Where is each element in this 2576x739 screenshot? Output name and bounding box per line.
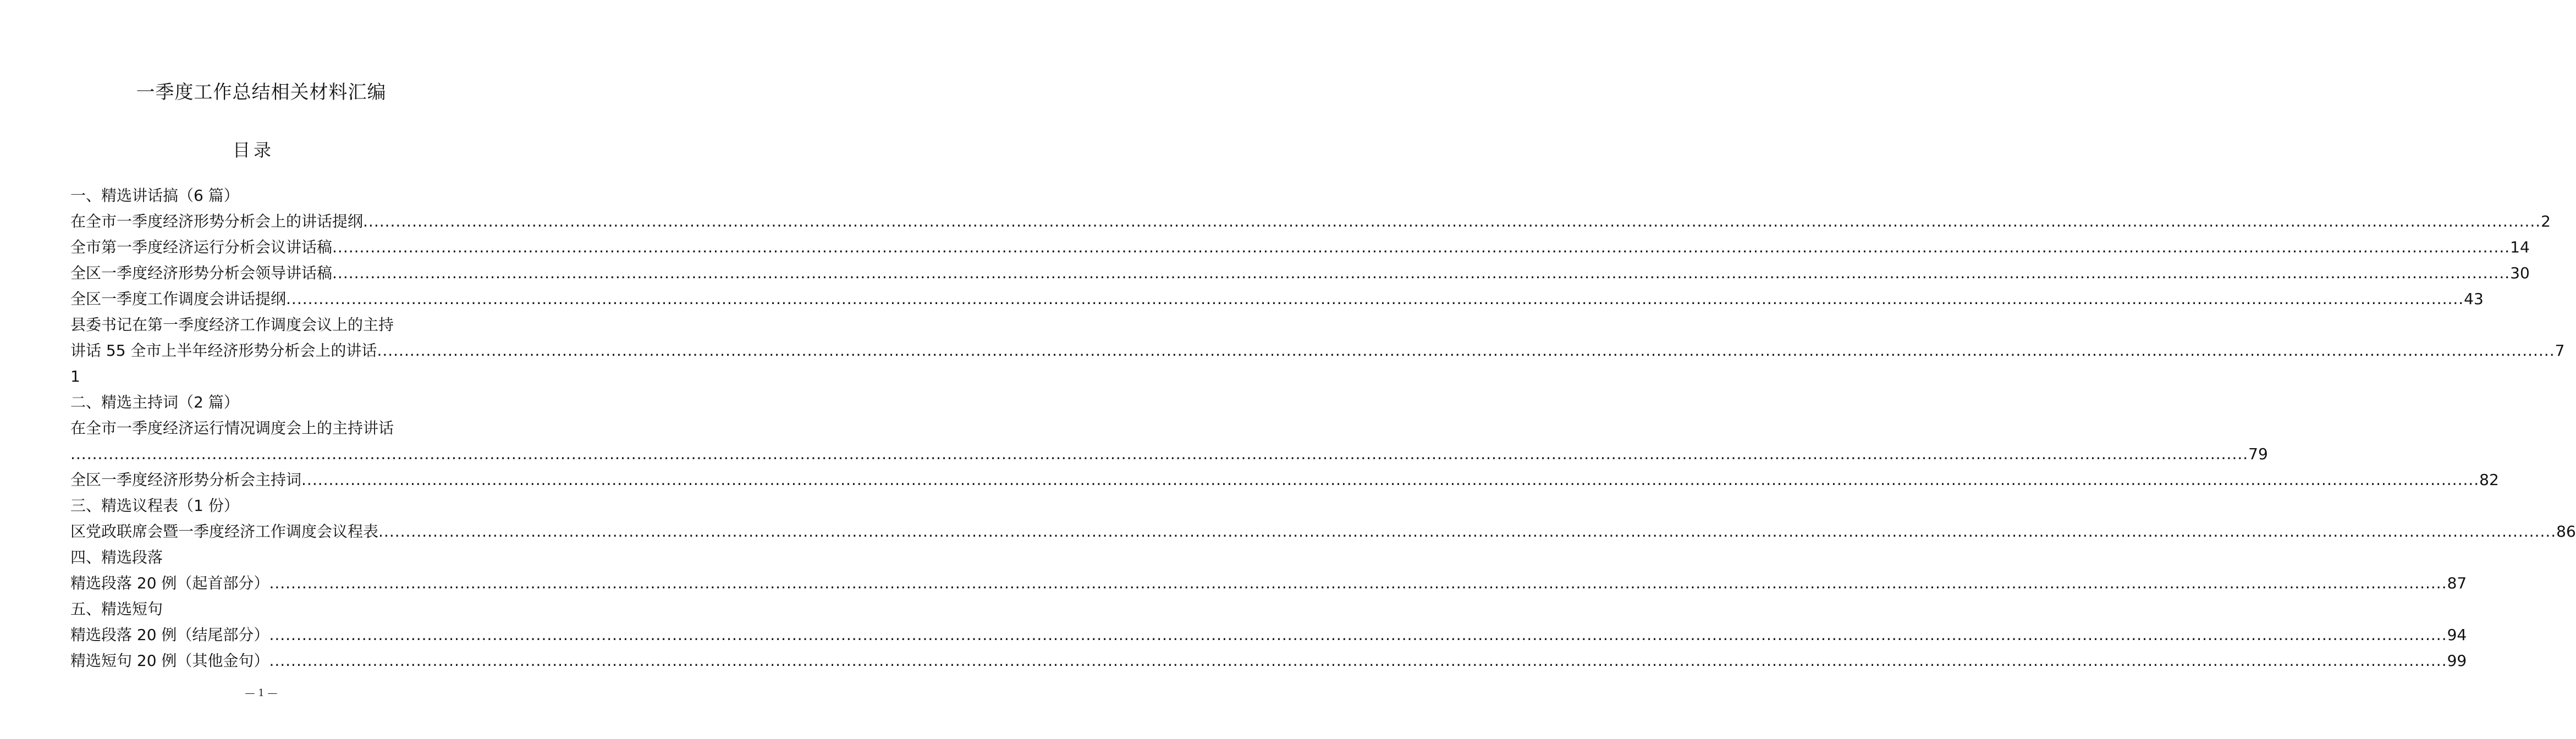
toc-entry-text: 在全市一季度经济运行情况调度会上的主持讲话 [70,419,394,437]
toc-heading: 目录 [232,140,274,161]
toc-entry [70,286,2484,312]
toc-entry-text: 在全市一季度经济形势分析会上的讲话提纲 [70,212,364,230]
toc-page-number: 87 [2447,574,2467,592]
table-of-contents [70,183,2576,674]
toc-dot-leader: ................................................................................................................................................................................................................................................................................................................................................................................................................ [269,626,2447,644]
toc-dot-leader: ................................................................................................................................................................................................................................................................................................................................................................................................................ [378,522,2557,541]
toc-entry [70,570,2467,596]
toc-entry-text: 一、精选讲话搞（6 篇） [70,186,239,205]
toc-page-number: 94 [2447,626,2467,644]
toc-section-heading [70,544,456,570]
toc-page-number: 86 [2556,522,2576,541]
toc-dot-leader: ................................................................................................................................................................................................................................................................................................................................................................................................................ [269,652,2447,670]
toc-entry-text: 全区一季度经济形势分析会主持词 [70,471,302,489]
document-title: 一季度工作总结相关材料汇编 [136,81,387,103]
toc-entry-text: 全市第一季度经济运行分析会议讲话稿 [70,238,333,256]
toc-entry [70,208,2551,234]
toc-entry-text: 讲话 55 全市上半年经济形势分析会上的讲话 [70,341,377,360]
toc-entry [70,234,2530,260]
toc-dot-leader: ................................................................................................................................................................................................................................................................................................................................................................................................................ [286,290,2464,308]
toc-entry [70,441,2268,467]
toc-dot-leader: ................................................................................................................................................................................................................................................................................................................................................................................................................ [301,471,2480,489]
toc-entry-text: 全区一季度工作调度会讲话提纲 [70,290,287,308]
toc-page-number: 7 [2555,341,2565,360]
toc-entry-text: 三、精选议程表（1 份） [70,497,239,515]
toc-entry-text: 精选段落 20 例（结尾部分） [70,626,269,644]
toc-entry-text: 精选短句 20 例（其他金句） [70,652,269,670]
toc-page-number: 99 [2447,652,2467,670]
toc-section-heading [70,183,456,208]
toc-entry [70,312,456,338]
toc-entry [70,467,2499,493]
toc-entry-text: 区党政联席会暨一季度经济工作调度会议程表 [70,522,379,541]
toc-page-number: 14 [2510,238,2530,256]
toc-entry [70,622,2467,648]
toc-section-heading [70,389,456,415]
toc-entry-text: 四、精选段落 [70,548,163,566]
toc-dot-leader: ................................................................................................................................................................................................................................................................................................................................................................................................................ [332,238,2511,256]
toc-entry-text: 二、精选主持词（2 篇） [70,393,239,411]
toc-dot-leader: ................................................................................................................................................................................................................................................................................................................................................................................................................ [70,445,2249,463]
toc-entry-text: 全区一季度经济形势分析会领导讲话稿 [70,264,333,282]
toc-page-number: 30 [2510,264,2530,282]
toc-entry [70,415,456,441]
toc-entry [70,338,2565,363]
toc-entry-text: 五、精选短句 [70,600,163,618]
toc-dot-leader: ................................................................................................................................................................................................................................................................................................................................................................................................................ [332,264,2511,282]
toc-dot-leader: ................................................................................................................................................................................................................................................................................................................................................................................................................ [363,212,2541,230]
toc-page-number: 82 [2479,471,2499,489]
page-footer: — 1 — [245,687,278,699]
toc-entry [70,648,2467,674]
toc-page-number: 79 [2248,445,2268,463]
toc-entry [70,260,2530,286]
toc-page-number: 43 [2464,290,2484,308]
toc-section-heading [70,596,456,622]
toc-entry-text: 县委书记在第一季度经济工作调度会议上的主持 [70,316,394,334]
toc-page-number: 2 [2541,212,2551,230]
toc-entry [70,363,456,389]
toc-dot-leader: ................................................................................................................................................................................................................................................................................................................................................................................................................ [269,574,2447,592]
toc-dot-leader: ................................................................................................................................................................................................................................................................................................................................................................................................................ [377,341,2555,360]
toc-entry-text: 精选段落 20 例（起首部分） [70,574,269,592]
toc-entry-text: 1 [70,367,80,385]
toc-section-heading [70,493,456,519]
toc-entry [70,519,2576,544]
